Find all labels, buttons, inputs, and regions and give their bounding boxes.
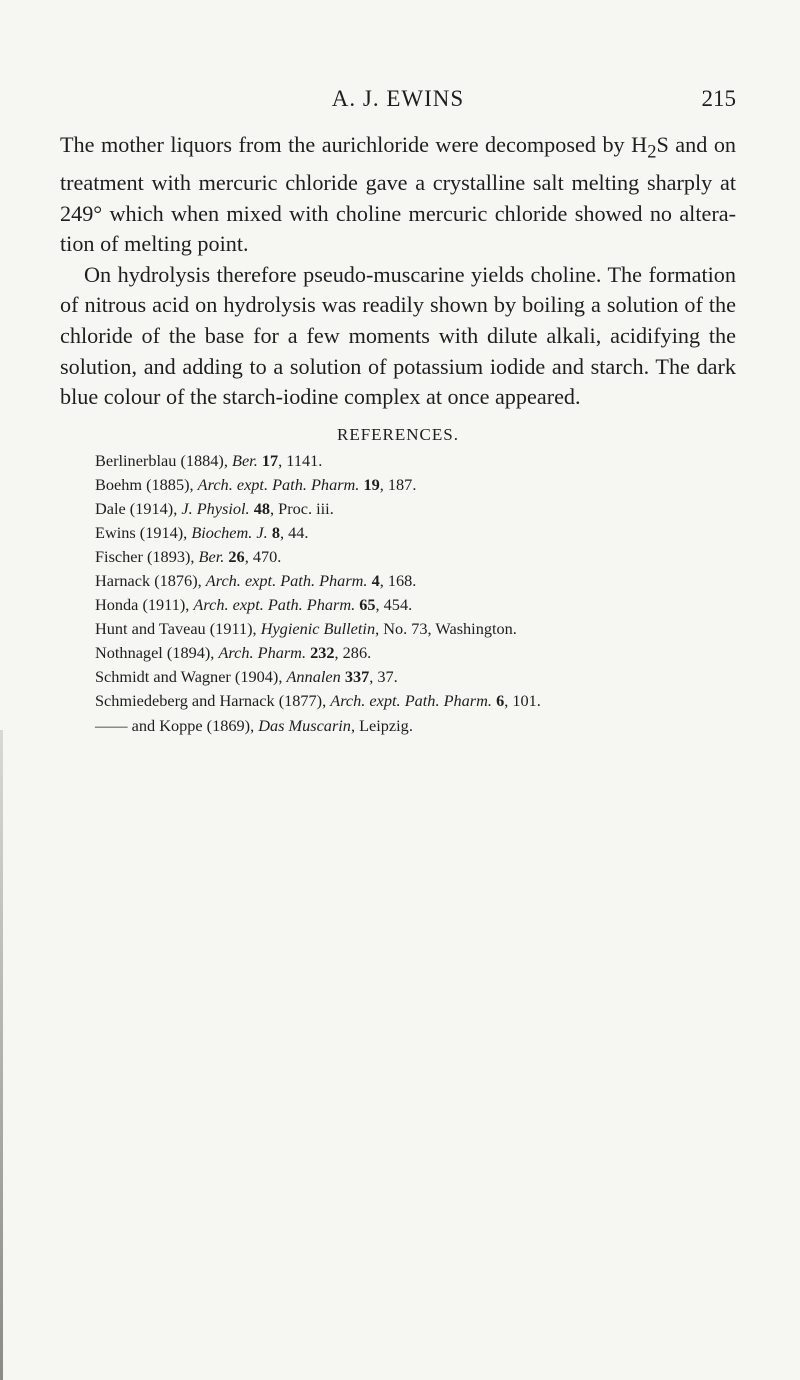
reference-item — [95, 714, 795, 738]
reference-item — [95, 641, 795, 665]
reference-volume: 19 — [363, 475, 380, 495]
body-text — [60, 130, 736, 413]
reference-volume: 337 — [344, 667, 370, 687]
reference-item — [95, 617, 795, 641]
reference-pages: , Leipzig. — [350, 715, 413, 735]
reference-author: Berlinerblau (1884), — [95, 451, 232, 470]
reference-pages: , Proc. iii. — [270, 499, 334, 519]
reference-author: Schmiedeberg and Harnack (1877), — [95, 691, 331, 711]
reference-volume: 48 — [253, 499, 270, 519]
reference-journal: Arch. expt. Path. Pharm. — [330, 691, 492, 711]
subscript-2: 2 — [647, 142, 657, 163]
paragraph-1-after: S and on treatment with mercuric chloride gave a crystalline salt melting sharply at 249° which when mixed with choline mercuric chloride showed no altera-tion of melting point. — [60, 132, 737, 257]
reference-pages: , 470. — [244, 547, 282, 567]
reference-pages: , 454. — [375, 595, 413, 615]
reference-item — [95, 593, 795, 617]
reference-journal: Hygienic Bulletin — [260, 619, 376, 639]
scan-edge-shadow — [0, 730, 3, 1380]
reference-pages: , 37. — [369, 667, 398, 687]
reference-volume: 65 — [359, 595, 376, 615]
reference-item — [95, 497, 795, 521]
reference-journal: Arch. Pharm. — [218, 643, 307, 663]
reference-journal: Biochem. J. — [191, 523, 268, 543]
reference-journal: Das Muscarin — [258, 715, 351, 735]
reference-author: Fischer (1893), — [95, 547, 199, 567]
reference-item — [95, 449, 795, 473]
reference-journal: Arch. expt. Path. Pharm. — [197, 475, 360, 495]
paragraph-1-before: The mother liquors from the aurichloride were decomposed by H — [60, 132, 648, 157]
reference-item — [95, 689, 795, 713]
reference-volume: 232 — [310, 643, 335, 663]
page-header — [60, 86, 736, 120]
reference-item — [95, 473, 795, 497]
reference-journal: Annalen — [286, 667, 341, 687]
reference-pages: , 168. — [379, 571, 417, 591]
reference-item — [95, 545, 795, 569]
reference-journal: Ber. — [198, 547, 225, 567]
reference-pages: , No. 73, Washington. — [375, 619, 517, 639]
reference-author: Boehm (1885), — [95, 475, 198, 495]
reference-item — [95, 665, 795, 689]
reference-author: —— and Koppe (1869), — [95, 715, 259, 735]
reference-author: Harnack (1876), — [95, 571, 206, 591]
running-head: A. J. EWINS — [331, 86, 465, 111]
reference-pages: , 44. — [279, 523, 309, 543]
paragraph-1 — [60, 130, 736, 260]
page-number: 215 — [701, 86, 736, 111]
reference-volume: 26 — [228, 547, 245, 567]
reference-author: Nothnagel (1894), — [95, 643, 219, 663]
reference-journal: Arch. expt. Path. Pharm. — [205, 571, 368, 591]
reference-journal: J. Physiol. — [181, 499, 250, 519]
reference-pages: , 101. — [504, 691, 541, 711]
reference-volume: 4 — [371, 571, 380, 591]
reference-item — [95, 521, 795, 545]
reference-volume: 6 — [496, 691, 505, 711]
reference-author: Ewins (1914), — [95, 523, 192, 543]
reference-journal: Ber. — [232, 451, 258, 470]
reference-pages: , 1141. — [278, 451, 323, 470]
references-heading: REFERENCES. — [337, 425, 459, 444]
reference-author: Dale (1914), — [95, 499, 182, 519]
reference-journal: Arch. expt. Path. Pharm. — [193, 595, 356, 615]
reference-pages: , 286. — [334, 643, 372, 663]
reference-pages: , 187. — [379, 475, 417, 495]
reference-item — [95, 569, 795, 593]
reference-volume: 17 — [261, 451, 279, 470]
reference-volume: 8 — [271, 523, 280, 543]
reference-author: Schmidt and Wagner (1904), — [95, 667, 287, 687]
paragraph-2: On hydrolysis therefore pseudo-muscarine yields choline. The formation of nitrous acid on hydrolysis was readily shown by boiling a solution of the chloride of the base for a few moments with dilute alkali, acidifying the solution, and adding to a solution of potassium iodide and starch. The dark blue colour of the starch-iodine complex at once appeared. — [60, 261, 736, 410]
reference-author: Hunt and Taveau (1911), — [95, 619, 261, 639]
references-list — [95, 449, 795, 738]
reference-author: Honda (1911), — [95, 595, 194, 615]
